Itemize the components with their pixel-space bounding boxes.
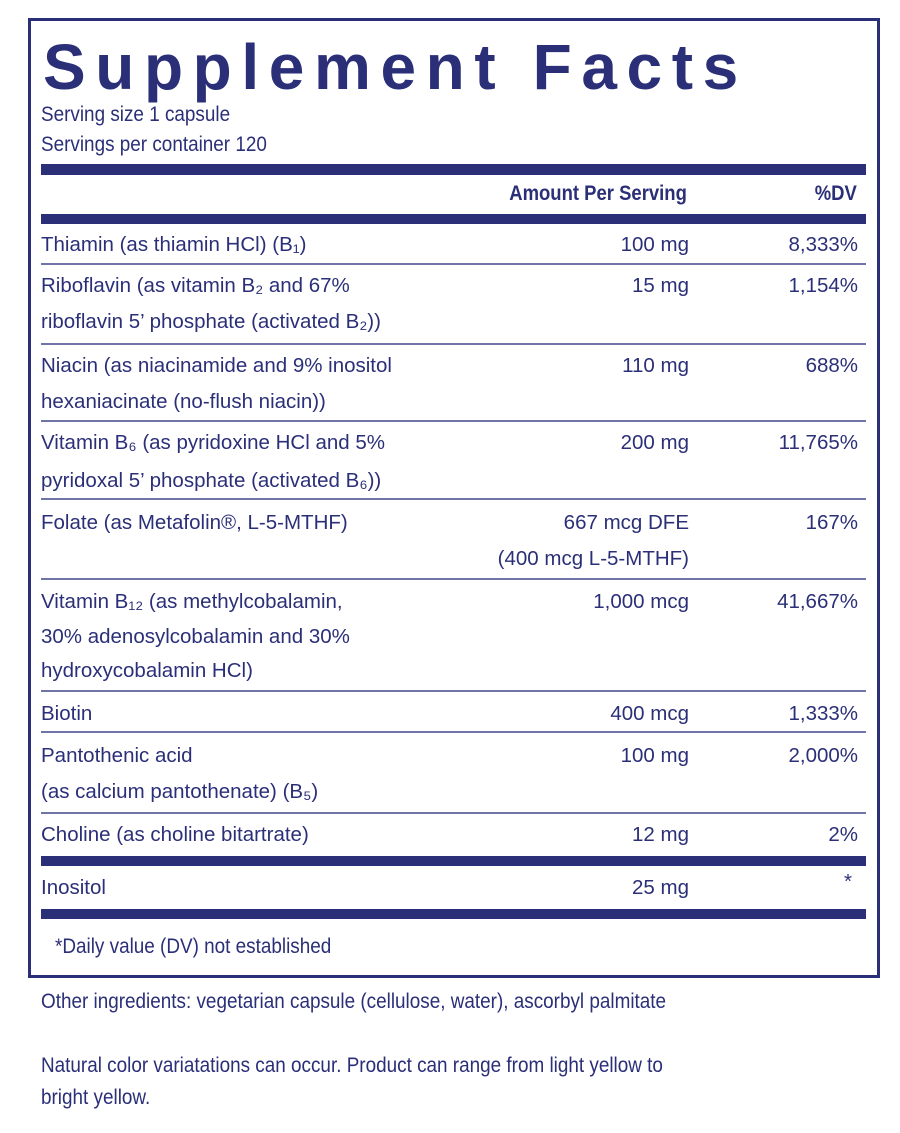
servings-per-container: Servings per container 120 [41, 133, 267, 156]
nutrient-dv: 11,765% [778, 431, 858, 454]
nutrient-name-line-1: Pantothenic acid [41, 744, 193, 767]
nutrient-name: Biotin [41, 702, 93, 725]
nutrient-amount: 200 mg [620, 431, 689, 454]
nutrient-name: Choline (as choline bitartrate) [41, 823, 309, 846]
nutrient-name-line-2: pyridoxal 5’ phosphate (activated B₆)) [41, 469, 382, 492]
nutrient-amount: 100 mg [620, 744, 689, 767]
nutrient-amount: 400 mcg [610, 702, 689, 725]
nutrient-name-line-2: hexaniacinate (no-flush niacin)) [41, 390, 326, 413]
nutrient-amount: 100 mg [620, 233, 689, 256]
nutrient-dv: 1,154% [788, 274, 858, 297]
nutrient-row-niacin [41, 348, 866, 423]
row-divider [41, 420, 866, 422]
nutrient-name: Folate (as Metafolin®, L-5-MTHF) [41, 511, 348, 534]
other-ingredients: Other ingredients: vegetarian capsule (cellulose, water), ascorbyl palmitate [41, 990, 667, 1013]
nutrient-dv: 1,333% [788, 702, 858, 725]
nutrient-dv: 2% [828, 823, 858, 846]
nutrient-row-vitamin-b6 [41, 425, 866, 500]
footnote: *Daily value (DV) not established [55, 935, 332, 958]
thick-divider-top [41, 164, 866, 175]
nutrient-amount: 25 mg [632, 876, 689, 899]
nutrient-dv: 2,000% [788, 744, 858, 767]
thick-divider-bottom [41, 909, 866, 919]
nutrient-name-line-2: (as calcium pantothenate) (B₅) [41, 780, 319, 803]
nutrient-dv: * [844, 870, 852, 893]
nutrient-dv: 41,667% [777, 590, 858, 613]
nutrient-row-choline [41, 817, 866, 854]
nutrient-name-line-1: Vitamin B₁₂ (as methylcobalamin, [41, 590, 343, 613]
nutrient-amount: 12 mg [632, 823, 689, 846]
nutrient-dv: 167% [805, 511, 858, 534]
serving-size: Serving size 1 capsule [41, 103, 231, 126]
row-divider [41, 812, 866, 814]
nutrient-row-riboflavin [41, 268, 866, 343]
nutrient-dv: 8,333% [788, 233, 858, 256]
nutrient-name-line-3: hydroxycobalamin HCl) [41, 659, 253, 682]
nutrient-name-line-1: Riboflavin (as vitamin B₂ and 67% [41, 274, 350, 297]
nutrient-amount: 1,000 mcg [593, 590, 689, 613]
row-divider [41, 731, 866, 733]
thick-divider-header [41, 214, 866, 224]
color-note-line-2: bright yellow. [41, 1086, 151, 1109]
nutrient-row-thiamin [41, 227, 866, 264]
nutrient-row-inositol [41, 870, 866, 907]
nutrient-name-line-2: riboflavin 5’ phosphate (activated B₂)) [41, 310, 381, 333]
nutrient-row-vitamin-b12 [41, 584, 866, 694]
color-note-line-1: Natural color variatations can occur. Product can range from light yellow to [41, 1054, 663, 1077]
column-header-dv: %DV [814, 182, 857, 205]
nutrient-amount-line-1: 667 mcg DFE [563, 511, 689, 534]
nutrient-name-line-2: 30% adenosylcobalamin and 30% [41, 625, 350, 648]
supplement-facts-panel [28, 18, 880, 978]
nutrient-row-biotin [41, 696, 866, 733]
row-divider [41, 690, 866, 692]
row-divider [41, 578, 866, 580]
nutrient-amount-line-2: (400 mcg L-5-MTHF) [497, 547, 689, 570]
nutrient-name-line-1: Vitamin B₆ (as pyridoxine HCl and 5% [41, 431, 386, 454]
row-divider [41, 263, 866, 265]
nutrient-row-folate [41, 505, 866, 580]
thick-divider-lower [41, 856, 866, 866]
nutrient-name-line-1: Niacin (as niacinamide and 9% inositol [41, 354, 392, 377]
row-divider [41, 498, 866, 500]
nutrient-amount: 15 mg [632, 274, 689, 297]
row-divider [41, 343, 866, 345]
nutrient-amount: 110 mg [622, 354, 689, 377]
nutrient-name: Inositol [41, 876, 106, 899]
column-header-amount: Amount Per Serving [509, 182, 687, 205]
nutrient-dv: 688% [805, 354, 858, 377]
nutrient-name: Thiamin (as thiamin HCl) (B₁) [41, 233, 307, 256]
nutrient-row-pantothenic-acid [41, 738, 866, 813]
panel-title: Supplement Facts [43, 31, 748, 103]
